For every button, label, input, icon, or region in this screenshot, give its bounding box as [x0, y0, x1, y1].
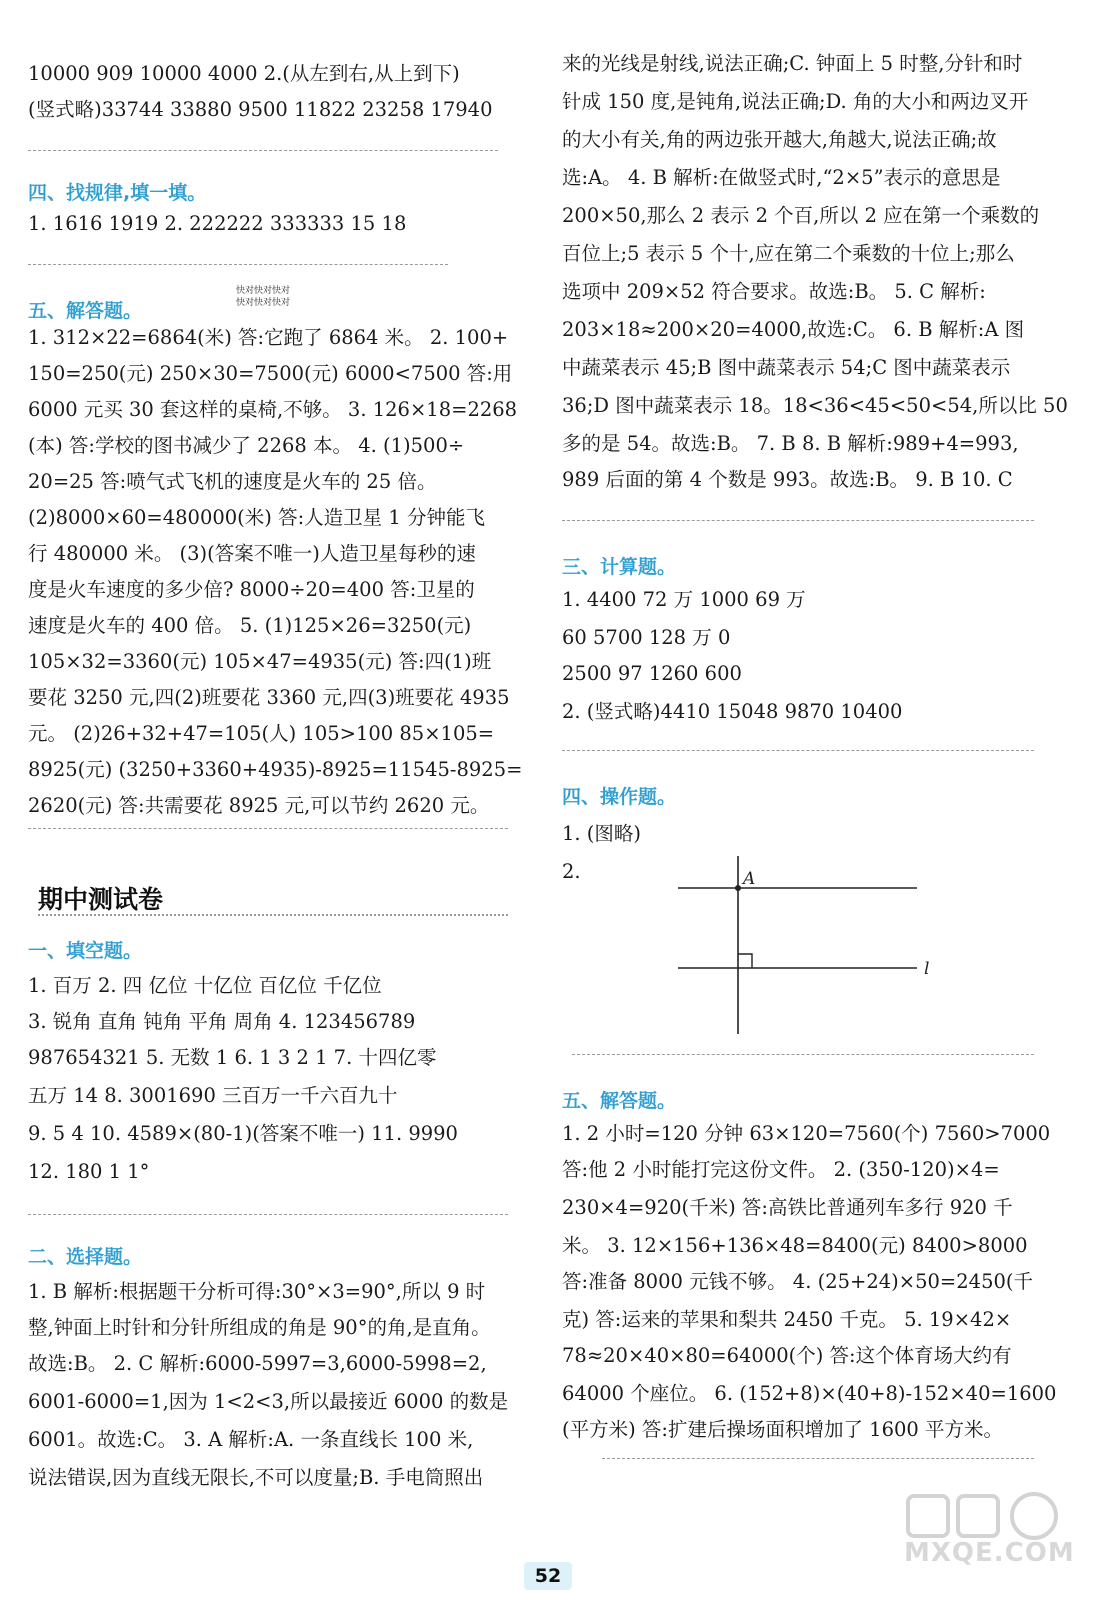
line-l-label: l	[924, 959, 930, 979]
text-line: 百位上;5 表示 5 个十,应在第二个乘数的十位上;那么	[562, 242, 1015, 265]
text-line: 3. 锐角 直角 钝角 平角 周角 4. 123456789	[28, 1010, 416, 1033]
divider	[572, 1054, 1034, 1055]
section-title: 四、找规律,填一填。	[28, 182, 207, 204]
text-line: 米。 3. 12×156+136×48=8400(元) 8400>8000	[562, 1234, 1028, 1257]
text-line: 选:A。 4. B 解析:在做竖式时,“2×5”表示的意思是	[562, 166, 1001, 189]
text-line: 答:准备 8000 元钱不够。 4. (25+24)×50=2450(千	[562, 1270, 1033, 1293]
text-line: 1. B 解析:根据题干分析可得:30°×3=90°,所以 9 时	[28, 1280, 486, 1303]
text-line: 度是火车速度的多少倍? 8000÷20=400 答:卫星的	[28, 578, 475, 601]
divider	[602, 1458, 1034, 1459]
text-line: 20=25 答:喷气式飞机的速度是火车的 25 倍。	[28, 470, 437, 493]
text-line: 9. 5 4 10. 4589×(80-1)(答案不唯一) 11. 9990	[28, 1122, 458, 1145]
text-line: 五万 14 8. 3001690 三百万一千六百九十	[28, 1084, 398, 1107]
text-line: 78≈20×40×80=64000(个) 答:这个体育场大约有	[562, 1344, 1012, 1367]
text-line: 2.	[562, 860, 581, 883]
text-line: 150=250(元) 250×30=7500(元) 6000<7500 答:用	[28, 362, 513, 385]
text-line: 10000 909 10000 4000 2.(从左到右,从上到下)	[28, 62, 460, 85]
watermark-logo	[904, 1488, 1104, 1598]
text-line: 6001-6000=1,因为 1<2<3,所以最接近 6000 的数是	[28, 1390, 509, 1413]
text-line: 中蔬菜表示 45;B 图中蔬菜表示 54;C 图中蔬菜表示	[562, 356, 1011, 379]
divider	[28, 264, 448, 265]
text-line: 多的是 54。故选:B。 7. B 8. B 解析:989+4=993,	[562, 432, 1019, 455]
text-line: 的大小有关,角的两边张开越大,角越大,说法正确;故	[562, 128, 997, 151]
text-line: 60 5700 128 万 0	[562, 626, 731, 649]
text-line: 1. (图略)	[562, 822, 642, 845]
page-number: 52	[524, 1562, 572, 1590]
text-line: 230×4=920(千米) 答:高铁比普通列车多行 920 千	[562, 1196, 1013, 1219]
text-line: 1. 2 小时=120 分钟 63×120=7560(个) 7560>7000	[562, 1122, 1051, 1145]
section-title: 五、解答题。	[562, 1090, 677, 1112]
point-a	[735, 885, 741, 891]
text-line: 故选:B。 2. C 解析:6000-5997=3,6000-5998=2,	[28, 1352, 487, 1375]
text-line: 200×50,那么 2 表示 2 个百,所以 2 应在第一个乘数的	[562, 204, 1040, 227]
text-line: 整,钟面上时针和分针所组成的角是 90°的角,是直角。	[28, 1316, 491, 1339]
text-line: 989 后面的第 4 个数是 993。故选:B。 9. B 10. C	[562, 468, 1013, 491]
text-line: 答:他 2 小时能打完这份文件。 2. (350-120)×4=	[562, 1158, 1000, 1181]
text-line: 203×18≈200×20=4000,故选:C。 6. B 解析:A 图	[562, 318, 1025, 341]
right-angle-mark	[738, 954, 752, 968]
text-line: 要花 3250 元,四(2)班要花 3360 元,四(3)班要花 4935	[28, 686, 510, 709]
section-title: 三、计算题。	[562, 556, 677, 578]
text-line: 64000 个座位。 6. (152+8)×(40+8)-152×40=1600	[562, 1382, 1057, 1405]
watermark-text: MXQE.COM	[904, 1538, 1075, 1568]
small-note: 快对快对快对	[236, 286, 291, 296]
section-title: 二、选择题。	[28, 1246, 143, 1268]
text-line: 行 480000 米。 (3)(答案不唯一)人造卫星每秒的速	[28, 542, 476, 565]
text-line: 2500 97 1260 600	[562, 662, 742, 685]
text-line: 1. 312×22=6864(米) 答:它跑了 6864 米。 2. 100+	[28, 326, 509, 349]
text-line: 2620(元) 答:共需要花 8925 元,可以节约 2620 元。	[28, 794, 490, 817]
text-line: 针成 150 度,是钝角,说法正确;D. 角的大小和两边叉开	[562, 90, 1029, 113]
text-line: (竖式略)33744 33880 9500 11822 23258 17940	[28, 98, 493, 121]
text-line: (2)8000×60=480000(米) 答:人造卫星 1 分钟能飞	[28, 506, 485, 529]
text-line: 8925(元) (3250+3360+4935)-8925=11545-8925=	[28, 758, 523, 781]
text-line: 来的光线是射线,说法正确;C. 钟面上 5 时整,分针和时	[562, 52, 1023, 75]
text-line: 速度是火车的 400 倍。 5. (1)125×26=3250(元)	[28, 614, 472, 637]
perpendicular-figure	[672, 850, 942, 1040]
text-line: 说法错误,因为直线无限长,不可以度量;B. 手电筒照出	[28, 1466, 484, 1489]
text-line: 1. 4400 72 万 1000 69 万	[562, 588, 806, 611]
text-line: (本) 答:学校的图书减少了 2268 本。 4. (1)500÷	[28, 434, 465, 457]
text-line: 6000 元买 30 套这样的桌椅,不够。 3. 126×18=2268	[28, 398, 518, 421]
divider	[28, 150, 498, 151]
section-title: 五、解答题。	[28, 300, 143, 322]
point-a-label: A	[743, 869, 756, 889]
text-line: 12. 180 1 1°	[28, 1160, 150, 1183]
text-line: 6001。故选:C。 3. A 解析:A. 一条直线长 100 米,	[28, 1428, 474, 1451]
section-title: 一、填空题。	[28, 940, 143, 962]
text-line: (平方米) 答:扩建后操场面积增加了 1600 平方米。	[562, 1418, 1004, 1441]
text-line: 克) 答:运来的苹果和梨共 2450 千克。 5. 19×42×	[562, 1308, 1012, 1331]
text-line: 1. 1616 1919 2. 222222 333333 15 18	[28, 212, 407, 235]
divider	[562, 520, 1034, 521]
divider	[28, 828, 508, 829]
small-note: 快对快对快对	[236, 298, 291, 308]
text-line: 987654321 5. 无数 1 6. 1 3 2 1 7. 十四亿零	[28, 1046, 437, 1069]
text-line: 36;D 图中蔬菜表示 18。18<36<45<50<54,所以比 50	[562, 394, 1068, 417]
text-line: 1. 百万 2. 四 亿位 十亿位 百亿位 千亿位	[28, 974, 382, 997]
text-line: 元。 (2)26+32+47=105(人) 105>100 85×105=	[28, 722, 495, 745]
text-line: 105×32=3360(元) 105×47=4935(元) 答:四(1)班	[28, 650, 492, 673]
text-line: 2. (竖式略)4410 15048 9870 10400	[562, 700, 903, 723]
section-title: 四、操作题。	[562, 786, 677, 808]
divider	[28, 1214, 508, 1215]
title-rule	[38, 914, 508, 916]
divider	[562, 750, 1034, 751]
exam-title: 期中测试卷	[38, 885, 164, 914]
text-line: 选项中 209×52 符合要求。故选:B。 5. C 解析:	[562, 280, 986, 303]
